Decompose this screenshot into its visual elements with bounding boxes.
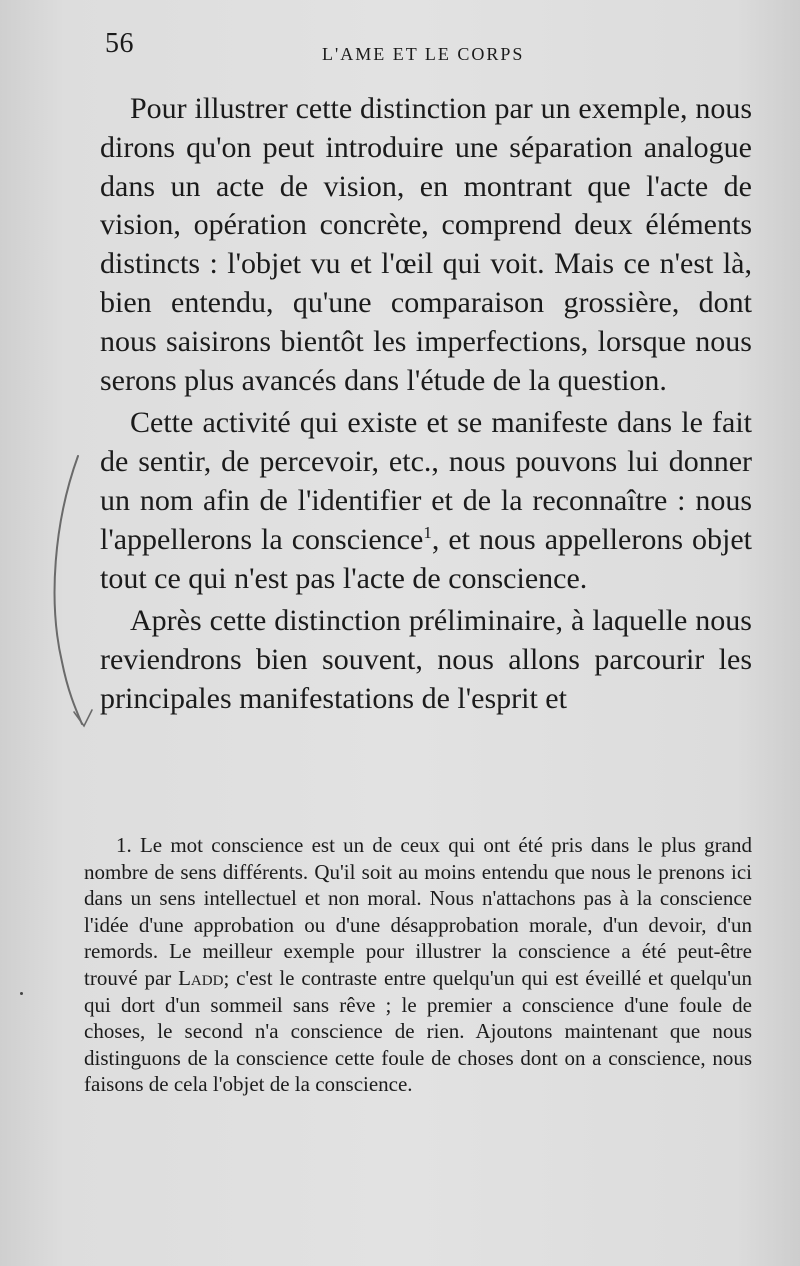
paragraph-1: Pour illustrer cette distinction par un exemple, nous dirons qu'on peut introduire une séparation analogue dans un acte de vision, en montrant que l'acte de vision, opération concrète, comprend deux éléments distincts : l'objet vu et l'œil qui voit. Mais ce n'est là, bien entendu, qu'une comparaison grossière, dont nous saisirons bientôt les imperfections, lorsque nous serons plus avancés dans l'étude de la question. — [100, 92, 752, 397]
paragraph-3: Après cette distinction préliminaire, à laquelle nous reviendrons bien souvent, nous allons parcourir les principales manifestations de l'esprit et — [100, 604, 752, 715]
footnote-marker[interactable]: 1 — [423, 522, 432, 542]
footnote-text — [84, 832, 752, 1098]
footnote-text-end: ; c'est le contraste entre quelqu'un qui est éveillé et quelqu'un qui dort d'un sommeil sans rêve ; le premier a conscience d'une foule de choses, le second n'a conscience de rien. Ajoutons maintenant que nous distinguons de la conscience cette foule de choses dont on a conscience, nous faisons de cela l'objet de la conscience. — [84, 965, 752, 1097]
paper-speck — [20, 992, 23, 995]
body-text — [100, 90, 752, 723]
page-number: 56 — [105, 28, 134, 59]
paragraph-2 — [100, 404, 752, 598]
running-title: L'AME ET LE CORPS — [322, 44, 525, 64]
footnote-text-start: 1. Le mot conscience est un de ceux qui ont été pris dans le plus grand nombre de sens différents. Qu'il soit au moins entendu que nous le prenons ici dans un sens intellectuel et non moral. Nous n'attachons pas à la conscience l'idée d'une approbation ou d'une désapprobation morale, d'un devoir, d'un remords. Le meilleur exemple pour illustrer la conscience a été peut-être trouvé par — [84, 833, 752, 990]
footnote-author-name: Ladd — [178, 965, 224, 990]
footnote — [84, 832, 752, 1098]
paragraph-2-continuation: , et nous appellerons objet tout ce qui n'est pas l'acte de conscience. — [100, 522, 752, 595]
paragraph-2-text: Cette activité qui existe et se manifeste dans le fait de sentir, de percevoir, etc., nous pouvons lui donner un nom afin de l'identifier et de la reconnaître : nous l'appellerons la conscience — [100, 406, 752, 556]
